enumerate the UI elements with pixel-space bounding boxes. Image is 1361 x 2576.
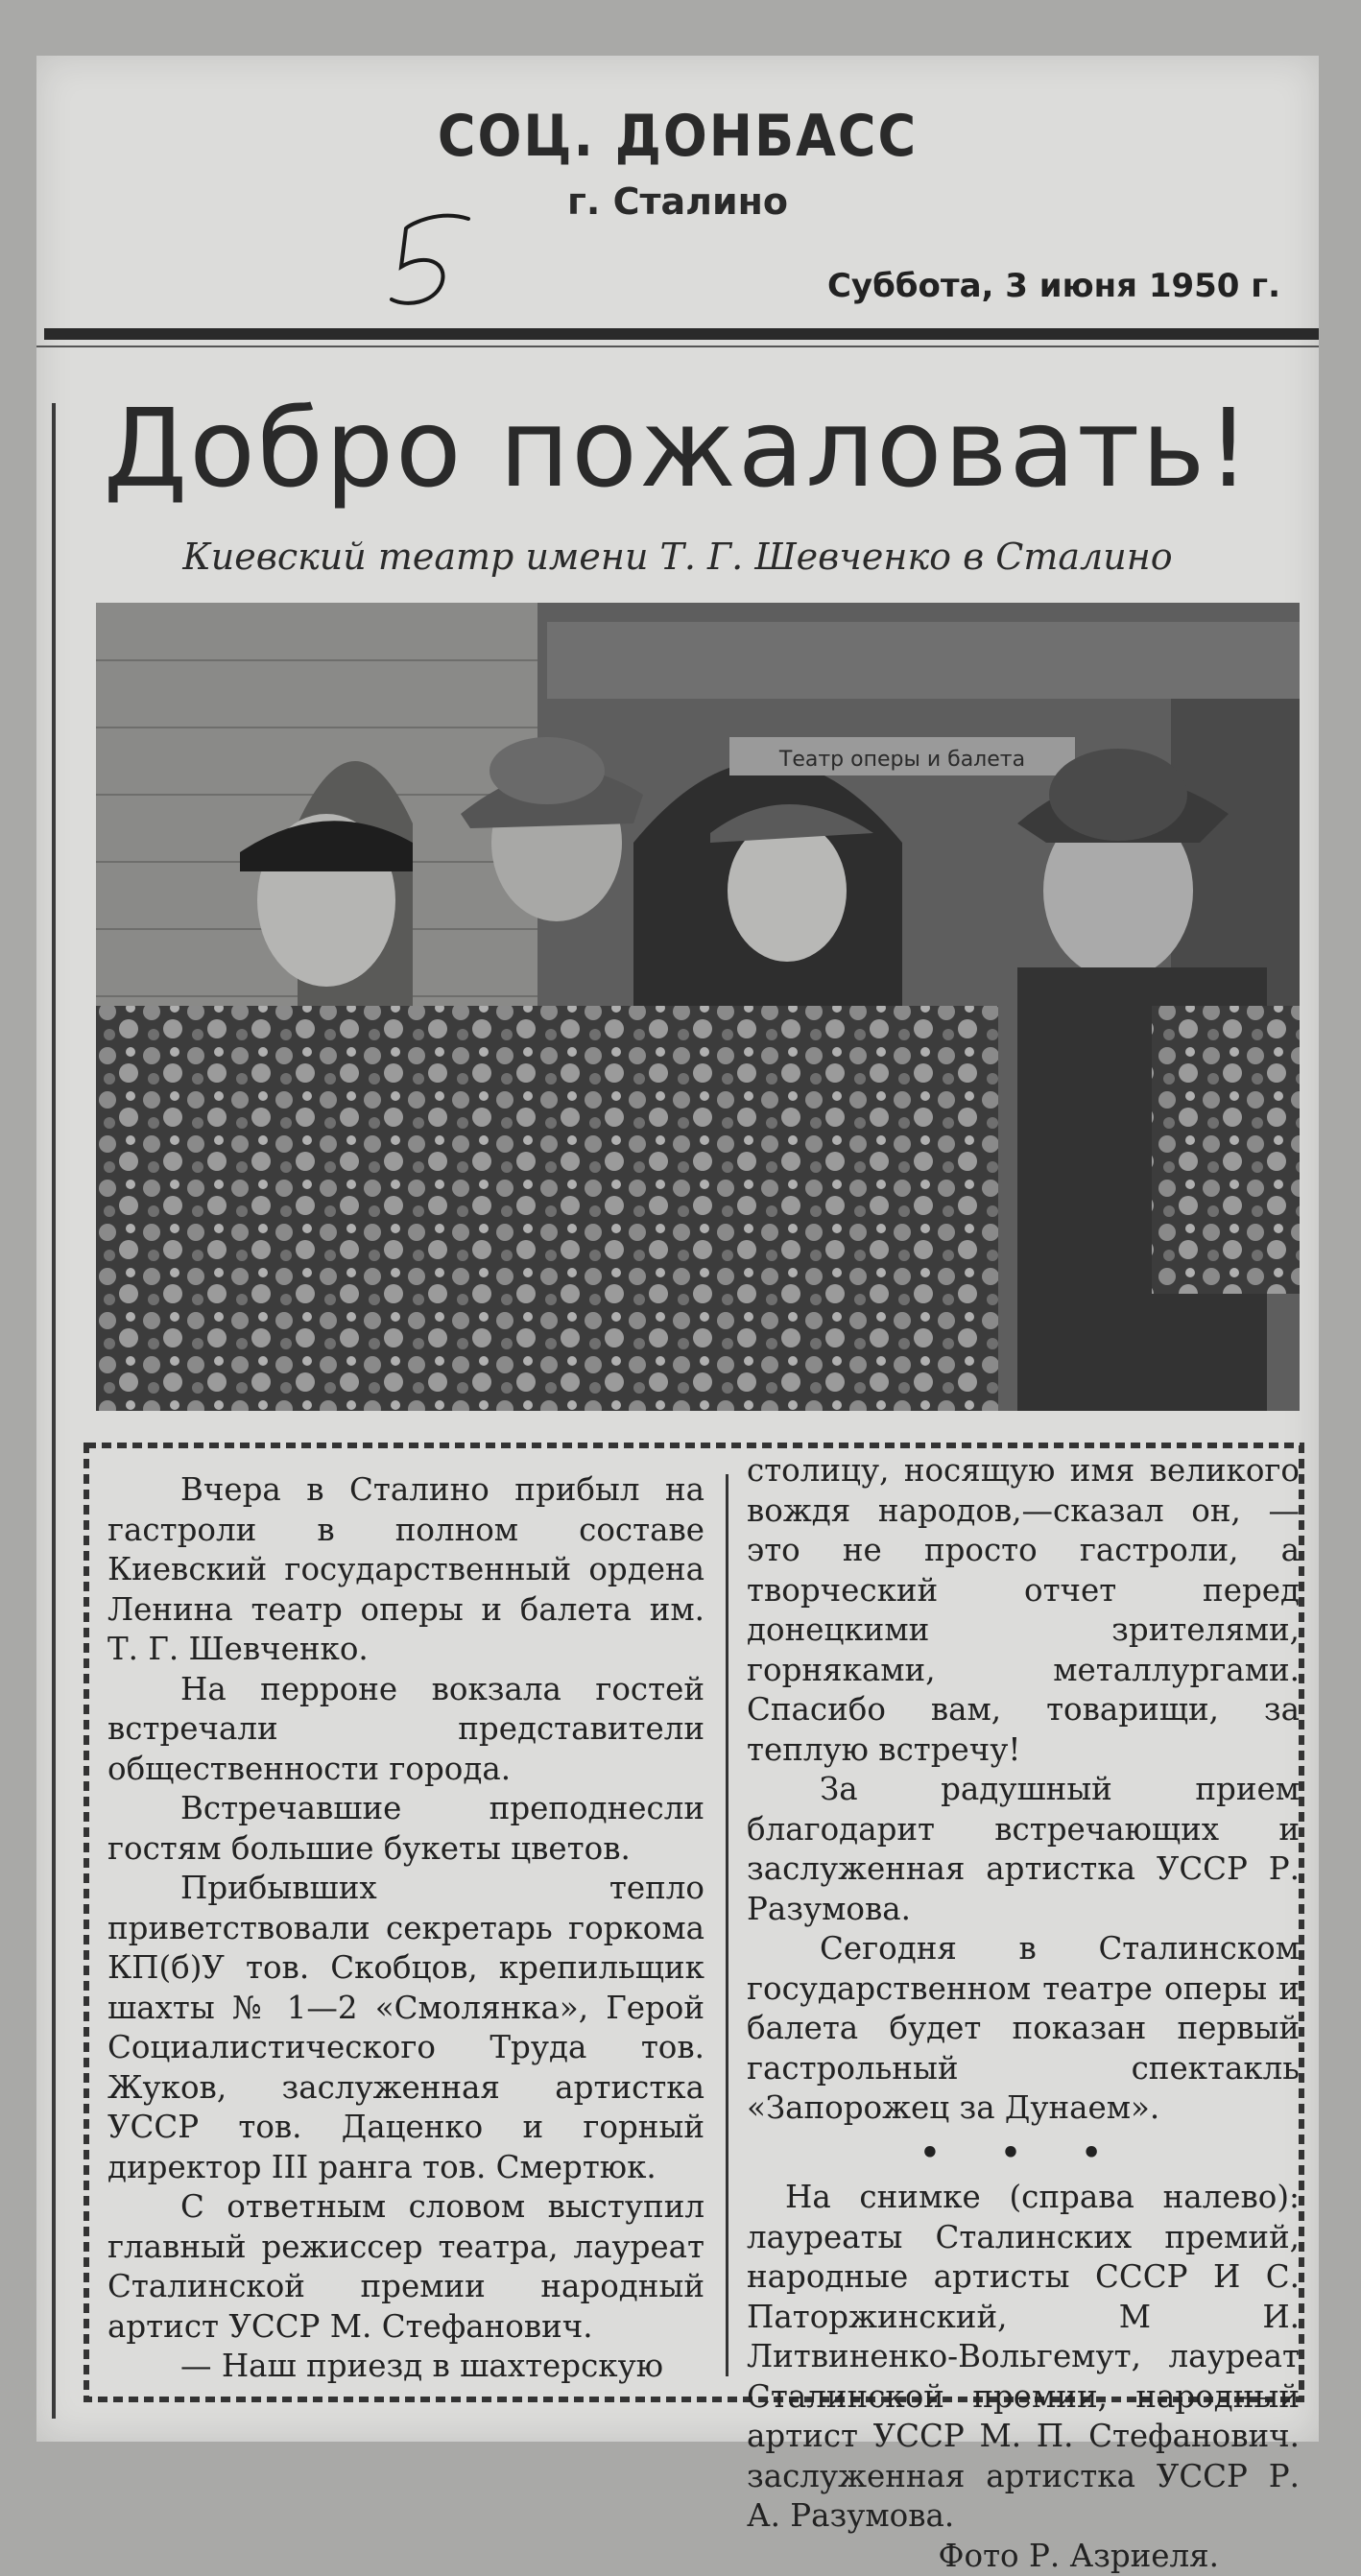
paragraph: С ответным словом выступил главный режиссер театра, лауреат Сталинской премии народный артист УССР М. Стефанович. [107, 2187, 704, 2347]
handwritten-mark-icon [372, 171, 488, 315]
theatre-sign: Театр оперы и балета [778, 748, 1025, 772]
paragraph: Сегодня в Сталинском государственном театре оперы и балета будет показан первый гастрольный спектакль «Запорожец за Дунаем». [747, 1929, 1300, 2129]
photo-caption [747, 2178, 1300, 2576]
header-rule [44, 328, 1319, 340]
paragraph: — Наш приезд в шахтерскую [107, 2347, 704, 2387]
paragraph: Встречавшие преподнесли гостям большие букеты цветов. [107, 1789, 704, 1869]
issue-date: Суббота, 3 июня 1950 г. [827, 267, 1280, 305]
paragraph: Вчера в Сталино прибыл на гастроли в полном составе Киевский государственный ордена Ленина театр оперы и балета им. Т. Г. Шевченко. [107, 1470, 704, 1670]
article-headline: Добро пожаловать! [94, 387, 1261, 512]
paragraph: Прибывших тепло приветствовали секретарь горкома КП(б)У тов. Скобцов, крепильщик шахты № 1—2 «Смолянка», Герой Социалистического Труда тов. Жуков, заслуженная артистка УССР тов. Даценко и горный директор III ранга тов. Смертюк. [107, 1869, 704, 2187]
column-divider [726, 1474, 728, 2376]
newspaper-name: СОЦ. ДОНБАСС [36, 103, 1319, 169]
newspaper-clipping [36, 56, 1319, 2442]
article-subheadline: Киевский театр имени Т. Г. Шевченко в Сталино [94, 536, 1261, 578]
photo-icon [96, 603, 1300, 1411]
section-separator: • • • [747, 2133, 1300, 2173]
paragraph: На перроне вокзала гостей встречали представители общественности города. [107, 1670, 704, 1790]
newspaper-city: г. Сталино [36, 180, 1319, 223]
article-column-2 [747, 1451, 1300, 2576]
photo-credit: Фото Р. Азриеля. [747, 2537, 1300, 2576]
photo-caption-text: На снимке (справа налево): лауреаты Сталинских премий, народные артисты СССР И С. Паторжинский, М И. Литвиненко-Вольгемут, лауреат Сталинской премии, народный артист УССР М. П. Стефанович. заслуженная артистка УССР Р. А. Разумова. [747, 2178, 1300, 2537]
paragraph: столицу, носящую имя великого вождя народов,—сказал он, —это не просто гастроли, а творческий отчет перед донецкими зрителями, горняками, металлургами. Спасибо вам, товарищи, за теплую встречу! [747, 1451, 1300, 1770]
article-column-1 [107, 1470, 704, 2387]
left-column-rule [52, 403, 56, 2419]
article-body [79, 1436, 1309, 2407]
article-photo [96, 603, 1300, 1411]
header-rule-thin [36, 346, 1319, 347]
paragraph: За радушный прием благодарит встречающих и заслуженная артистка УССР Р. Разумова. [747, 1770, 1300, 1929]
masthead [36, 56, 1319, 334]
